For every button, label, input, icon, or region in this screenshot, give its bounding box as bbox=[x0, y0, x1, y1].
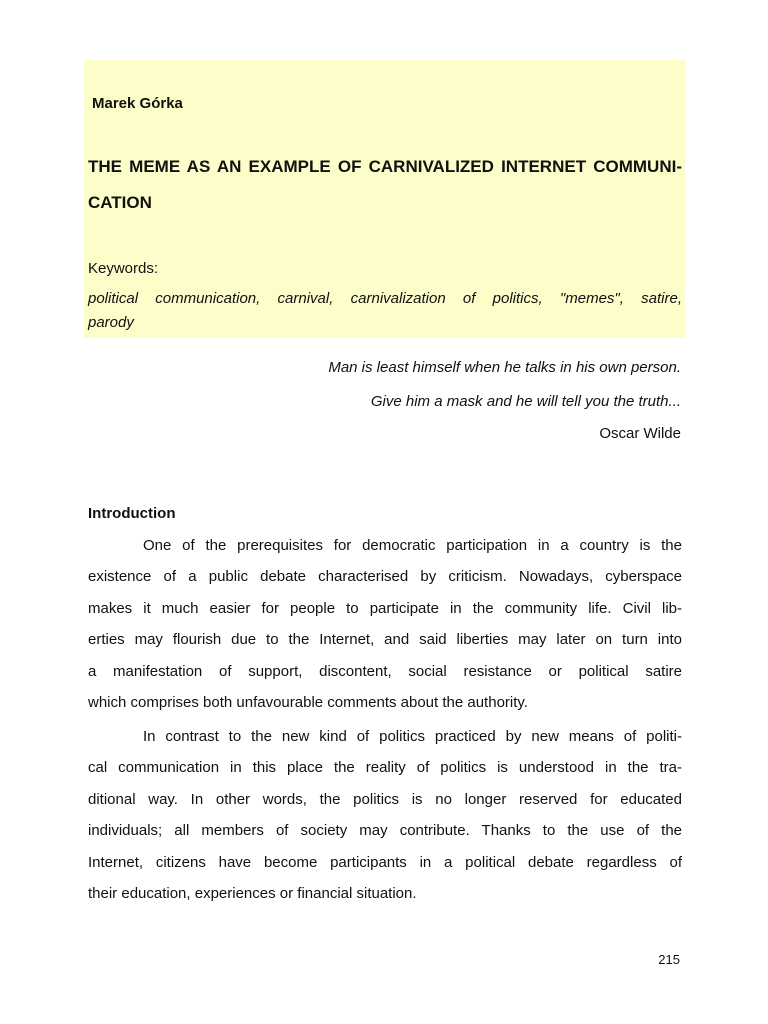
keywords-line-1: political communication, carnival, carnivalization of politics, "memes", satire, bbox=[88, 290, 682, 307]
keywords-line-2: parody bbox=[88, 314, 134, 331]
paragraph-2-line-1: In contrast to the new kind of politics practiced by new means of politi- bbox=[143, 728, 682, 745]
paragraph-2-line-2: cal communication in this place the reality of politics is understood in the tra- bbox=[88, 759, 682, 776]
paragraph-1-line-3: makes it much easier for people to participate in the community life. Civil lib- bbox=[88, 600, 682, 617]
paragraph-2-line-4: individuals; all members of society may contribute. Thanks to the use of the bbox=[88, 822, 682, 839]
epigraph-attribution: Oscar Wilde bbox=[599, 425, 681, 442]
paragraph-2-line-3: ditional way. In other words, the politics is no longer reserved for educated bbox=[88, 791, 682, 808]
paragraph-1-line-1: One of the prerequisites for democratic participation in a country is the bbox=[143, 537, 682, 554]
article-title-line-1: THE MEME AS AN EXAMPLE OF CARNIVALIZED INTERNET COMMUNI- bbox=[88, 157, 682, 176]
epigraph-line-2: Give him a mask and he will tell you the truth... bbox=[370, 393, 681, 410]
paragraph-1-line-6: which comprises both unfavourable comments about the authority. bbox=[88, 694, 528, 711]
article-title-line-2: CATION bbox=[88, 193, 152, 212]
paragraph-1-line-4: erties may flourish due to the Internet, and said liberties may later on turn into bbox=[88, 631, 682, 648]
page-number: 215 bbox=[658, 952, 680, 967]
paragraph-2-line-5: Internet, citizens have become participants in a political debate regardless of bbox=[88, 854, 682, 871]
paragraph-2-line-6: their education, experiences or financial situation. bbox=[88, 885, 417, 902]
paragraph-1-line-2: existence of a public debate characterised by criticism. Nowadays, cyberspace bbox=[88, 568, 682, 585]
paragraph-1-line-5: a manifestation of support, discontent, social resistance or political satire bbox=[88, 663, 682, 680]
keywords-label: Keywords: bbox=[88, 260, 159, 277]
section-heading-introduction: Introduction bbox=[88, 505, 176, 522]
author-name: Marek Górka bbox=[92, 95, 183, 112]
epigraph-line-1: Man is least himself when he talks in his own person. bbox=[328, 359, 681, 376]
